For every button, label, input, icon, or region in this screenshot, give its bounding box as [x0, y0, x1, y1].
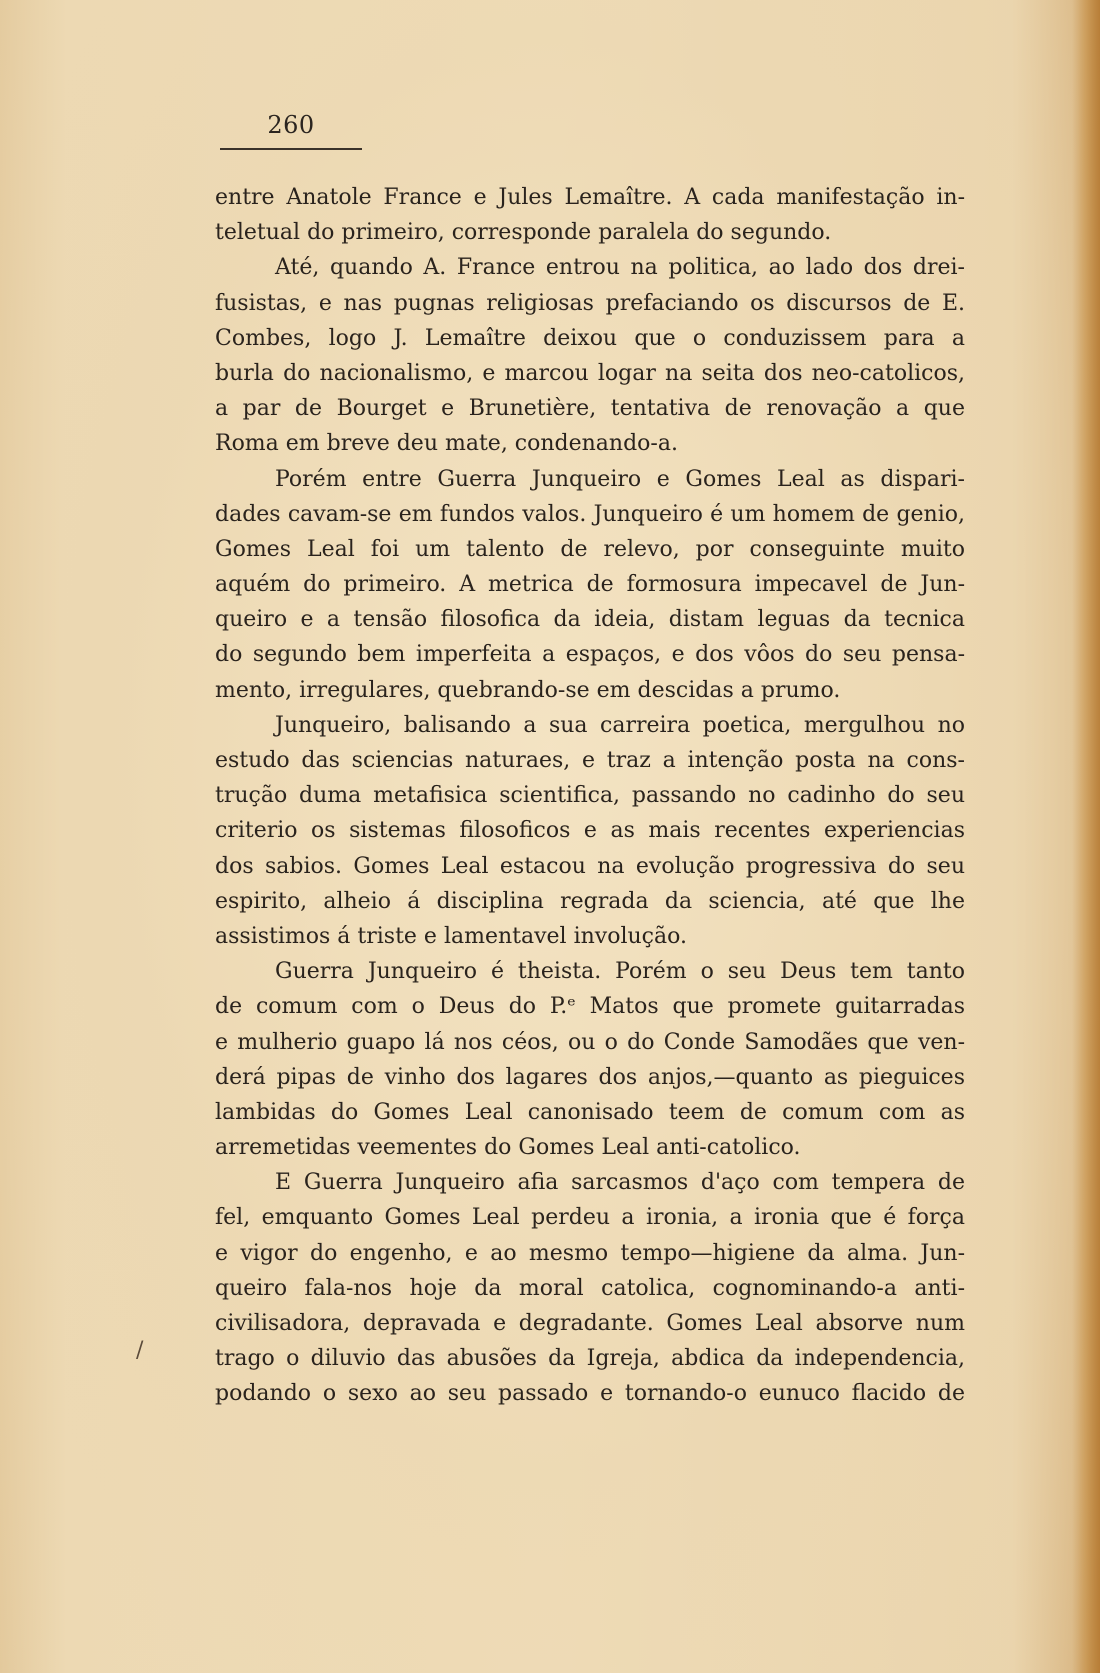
text-line: do segundo bem imperfeita a espaços, e dos vôos do seu pensa-	[215, 642, 965, 668]
text-line: Combes, logo J. Lemaître deixou que o conduzissem para a	[215, 325, 965, 351]
text-line: derá pipas de vinho dos lagares dos anjos,—quanto as pieguices	[215, 1064, 965, 1090]
text-line: Gomes Leal foi um talento de relevo, por conseguinte muito	[215, 536, 965, 562]
text-line: e mulherio guapo lá nos céos, ou o do Conde Samodães que ven-	[215, 1029, 965, 1055]
text-line: Roma em breve deu mate, condenando-a.	[215, 431, 678, 457]
text-line: Até, quando A. France entrou na politica, ao lado dos drei-	[275, 255, 965, 281]
text-line: queiro e a tensão filosofica da ideia, distam leguas da tecnica	[215, 607, 965, 633]
header-rule	[220, 148, 362, 150]
text-line: aquém do primeiro. A metrica de formosura impecavel de Jun-	[215, 572, 965, 598]
text-line: queiro fala-nos hoje da moral catolica, cognominando-a anti-	[215, 1275, 965, 1301]
text-line: assistimos á triste e lamentavel involução.	[215, 923, 687, 949]
text-line: mento, irregulares, quebrando-se em descidas a prumo.	[215, 677, 841, 703]
text-line: entre Anatole France e Jules Lemaître. A cada manifestação in-	[215, 185, 965, 210]
text-line: a par de Bourget e Brunetière, tentativa de renovação a que	[215, 396, 965, 422]
text-line: arremetidas veementes do Gomes Leal anti-catolico.	[215, 1135, 801, 1161]
body-text	[215, 180, 965, 1412]
margin-mark: /	[136, 1338, 144, 1363]
page-number: 260	[267, 111, 315, 139]
text-line: de comum com o Deus do P.ᵉ Matos que promete guitarradas	[215, 994, 965, 1020]
text-line: trago o diluvio das abusões da Igreja, abdica da independencia,	[215, 1346, 965, 1372]
text-line: Guerra Junqueiro é theista. Porém o seu Deus tem tanto	[275, 959, 965, 985]
text-line: dos sabios. Gomes Leal estacou na evolução progressiva do seu	[215, 853, 965, 879]
text-line: criterio os sistemas filosoficos e as mais recentes experiencias	[215, 818, 965, 844]
text-line: civilisadora, depravada e degradante. Gomes Leal absorve num	[215, 1311, 965, 1336]
page-edge-shading	[1072, 0, 1100, 1673]
text-line: E Guerra Junqueiro afia sarcasmos d'aço com tempera de	[275, 1170, 965, 1196]
text-line: estudo das sciencias naturaes, e traz a intenção posta na cons-	[215, 748, 965, 773]
text-line: burla do nacionalismo, e marcou logar na seita dos neo-catolicos,	[215, 360, 965, 386]
text-line: Porém entre Guerra Junqueiro e Gomes Leal as dispari-	[275, 466, 965, 492]
text-line: teletual do primeiro, corresponde paralela do segundo.	[215, 220, 832, 246]
text-line: podando o sexo ao seu passado e tornando-o eunuco flacido de	[215, 1381, 965, 1407]
text-line: lambidas do Gomes Leal canonisado teem de comum com as	[215, 1099, 965, 1125]
text-line: e vigor do engenho, e ao mesmo tempo—higiene da alma. Jun-	[215, 1240, 965, 1266]
text-line: dades cavam-se em fundos valos. Junqueiro é um homem de genio,	[215, 501, 965, 527]
text-line: fel, emquanto Gomes Leal perdeu a ironia, a ironia que é força	[215, 1205, 965, 1231]
text-line: fusistas, e nas pugnas religiosas prefaciando os discursos de E.	[215, 290, 965, 316]
text-line: espirito, alheio á disciplina regrada da sciencia, até que lhe	[215, 888, 965, 914]
text-line: Junqueiro, balisando a sua carreira poetica, mergulhou no	[275, 712, 965, 738]
text-line: trução duma metafisica scientifica, passando no cadinho do seu	[215, 783, 965, 809]
